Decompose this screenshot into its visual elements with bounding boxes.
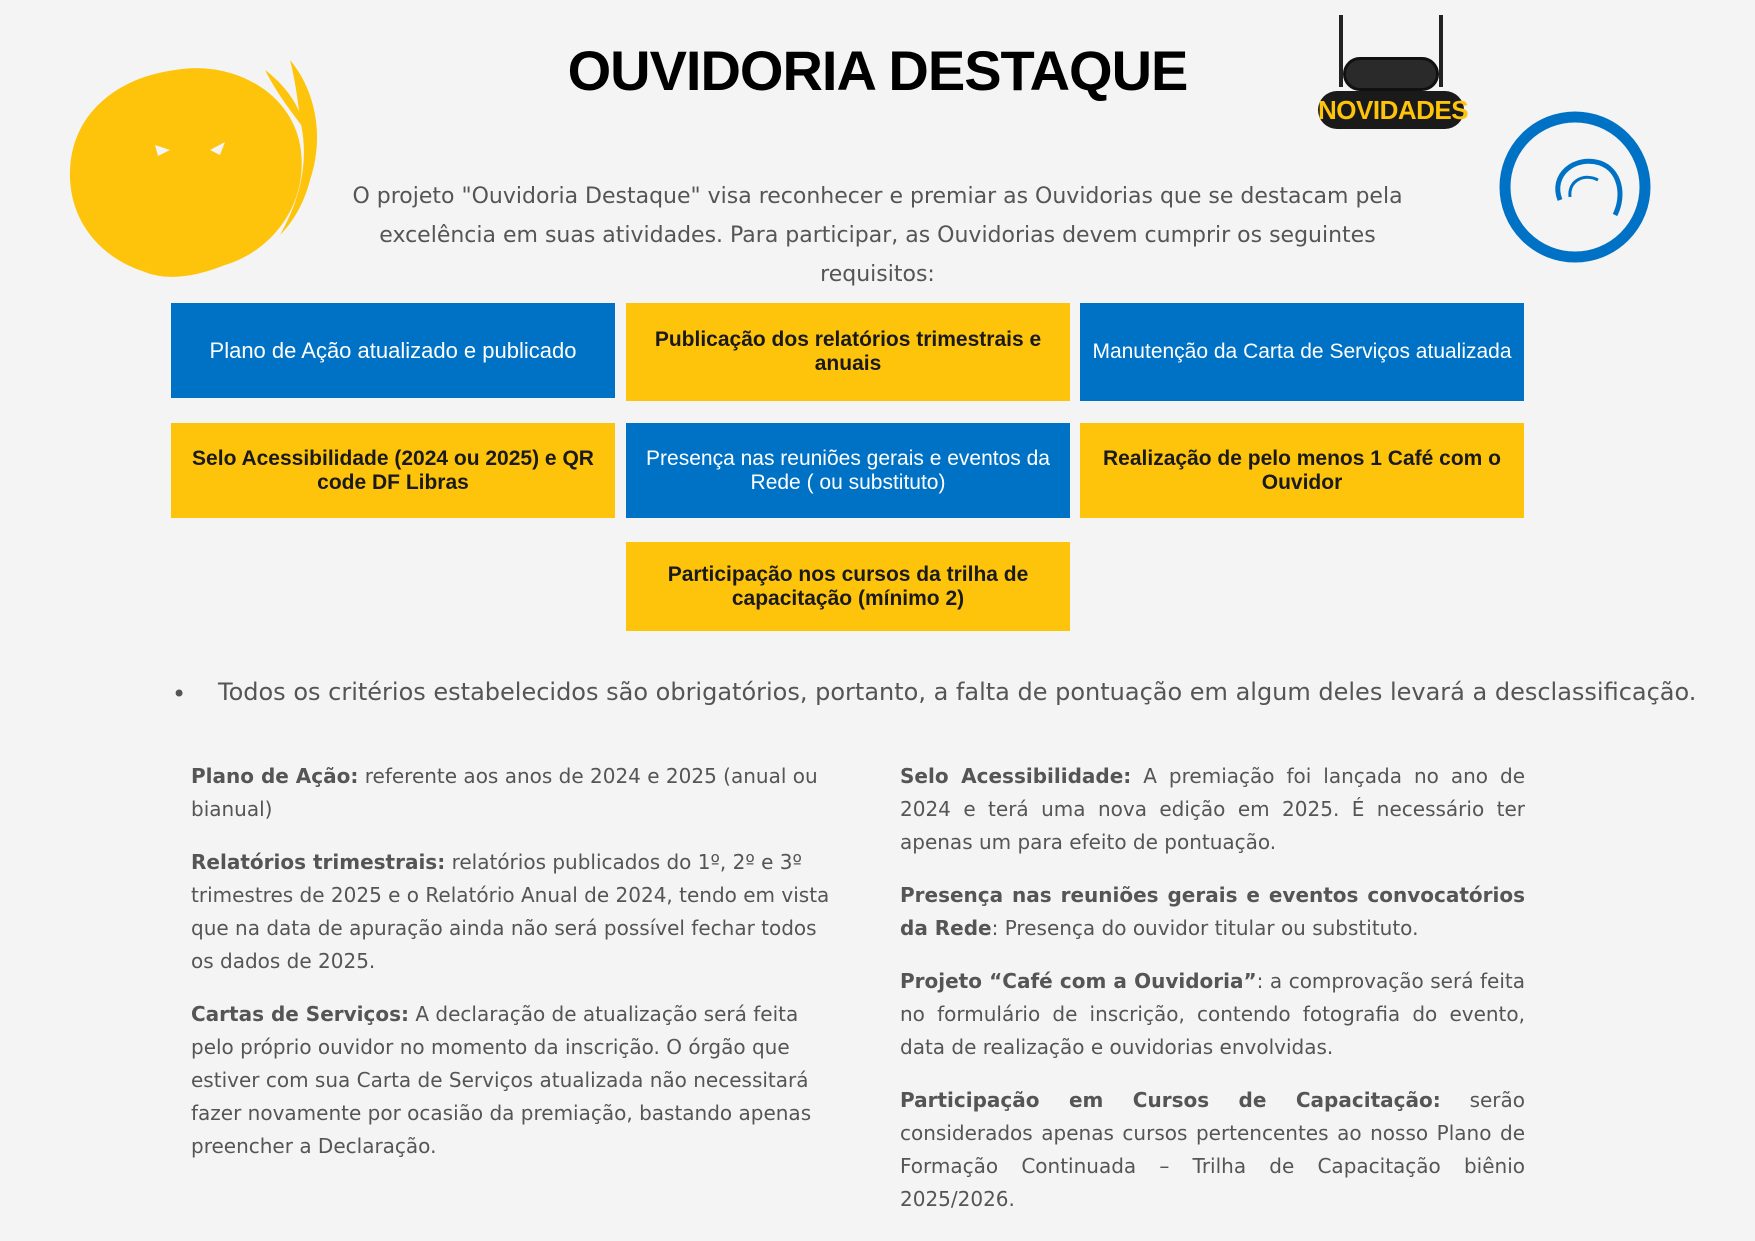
requirement-reports: Publicação dos relatórios trimestrais e anuais <box>626 303 1070 401</box>
detail-action-plan <box>191 760 831 826</box>
detail-text: serão considerados apenas cursos pertencentes ao nosso Plano de Formação Continuada – Trilha de Capacitação biênio 2025/2026. <box>900 1088 1526 1211</box>
detail-text: relatórios publicados do 1º, 2º e 3º trimestres de 2025 e o Relatório Anual de 2024, tendo em vista que na data de apuração ainda não será possível fechar todos os dados de 2025. <box>191 850 830 973</box>
requirement-accessibility-seal: Selo Acessibilidade (2024 ou 2025) e QR code DF Libras <box>171 423 615 518</box>
detail-accessibility-seal <box>900 760 1525 859</box>
sign-label: NOVIDADES <box>1318 91 1464 129</box>
blue-swirl-circle <box>1490 105 1660 270</box>
detail-term: Relatórios trimestrais: <box>191 850 446 874</box>
detail-text: : Presença do ouvidor titular ou substituto. <box>991 916 1419 940</box>
bullet-marker: • <box>172 680 187 708</box>
requirement-training-courses: Participação nos cursos da trilha de capacitação (mínimo 2) <box>626 542 1070 631</box>
detail-network-meetings <box>900 879 1525 945</box>
detail-text: A declaração de atualização será feita pelo próprio ouvidor no momento da inscrição. O órgão que estiver com sua Carta de Serviços atualizada não necessitará fazer novamente por ocasião da premiação, bastando apenas preencher a Declaração. <box>191 1002 812 1158</box>
requirement-service-charter: Manutenção da Carta de Serviços atualizada <box>1080 303 1524 401</box>
requirement-action-plan: Plano de Ação atualizado e publicado <box>171 303 615 398</box>
detail-text: A premiação foi lançada no ano de 2024 e terá uma nova edição em 2025. É necessário ter apenas um para efeito de pontuação. <box>900 764 1525 854</box>
detail-term: Plano de Ação: <box>191 764 359 788</box>
left-details-column <box>191 760 831 1183</box>
page-title: OUVIDORIA DESTAQUE <box>567 39 1188 102</box>
detail-term: Participação em Cursos de Capacitação: <box>900 1088 1441 1112</box>
detail-term: Projeto “Café com a Ouvidoria” <box>900 969 1257 993</box>
right-details-column <box>900 760 1525 1236</box>
detail-term: Presença nas reuniões gerais e eventos convocatórios da Rede <box>900 883 1525 940</box>
mandatory-criteria-note: Todos os critérios estabelecidos são obrigatórios, portanto, a falta de pontuação em algum deles levará a desclassificação. <box>218 678 1697 706</box>
detail-text: : a comprovação será feita no formulário de inscrição, contendo fotografia do evento, data de realização e ouvidorias envolvidas. <box>900 969 1525 1059</box>
requirement-coffee-ombudsman: Realização de pelo menos 1 Café com o Ouvidor <box>1080 423 1524 518</box>
detail-coffee-project <box>900 965 1525 1064</box>
detail-quarterly-reports <box>191 846 831 978</box>
detail-text: referente aos anos de 2024 e 2025 (anual ou bianual) <box>191 764 818 821</box>
intro-paragraph: O projeto "Ouvidoria Destaque" visa reconhecer e premiar as Ouvidorias que se destacam pela excelência em suas atividades. Para participar, as Ouvidorias devem cumprir os seguintes requisitos: <box>352 184 1403 287</box>
detail-training-courses <box>900 1084 1525 1216</box>
detail-service-charter <box>191 998 831 1163</box>
requirement-network-meetings: Presença nas reuniões gerais e eventos da Rede ( ou substituto) <box>626 423 1070 518</box>
detail-term: Cartas de Serviços: <box>191 1002 410 1026</box>
detail-term: Selo Acessibilidade: <box>900 764 1132 788</box>
